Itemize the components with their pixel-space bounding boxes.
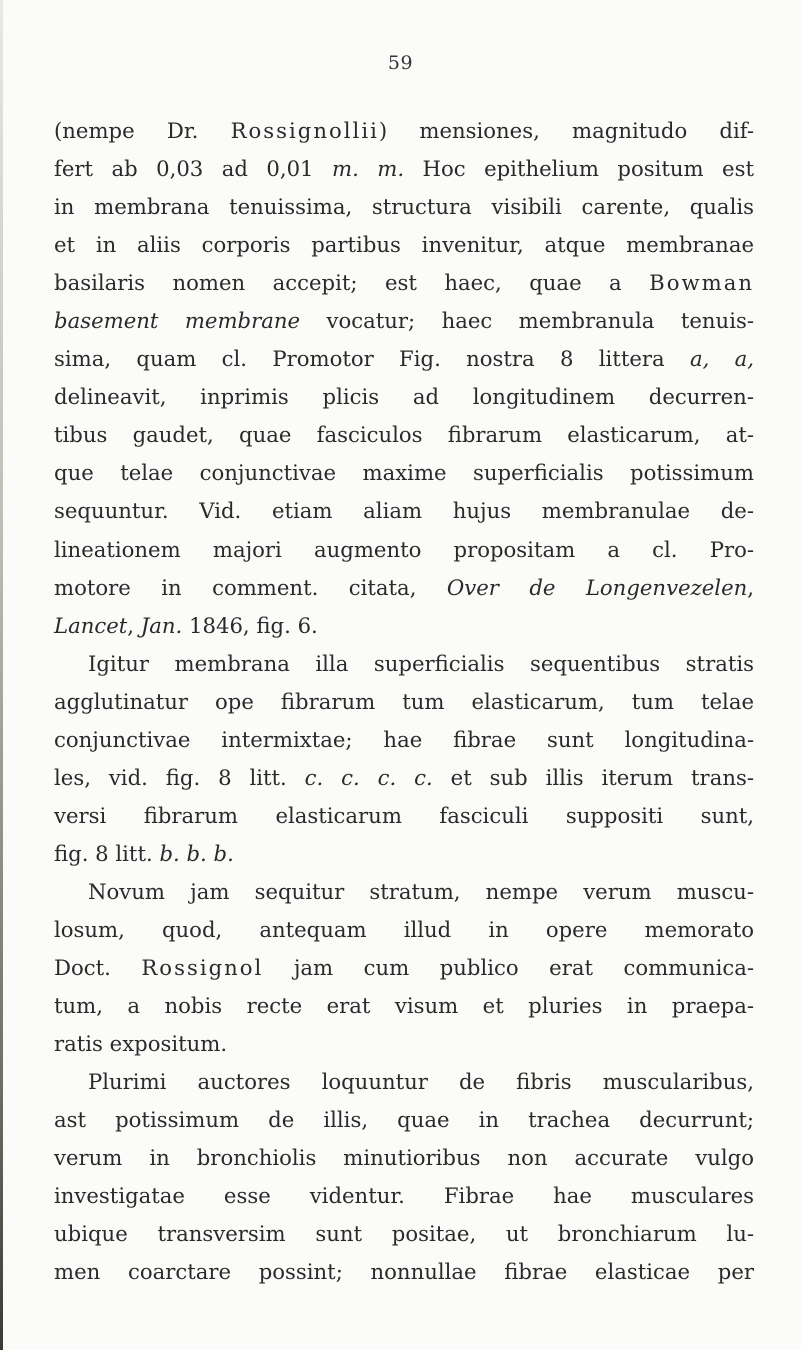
text-fragment: Doct. (54, 955, 142, 981)
text-line (54, 416, 754, 454)
text-line (54, 569, 754, 607)
text-fragment: verum in bronchiolis minutioribus non accurate vulgo (54, 1145, 754, 1171)
text-fragment: c. c. c. c. (304, 764, 433, 790)
text-fragment: losum, quod, antequam illud in opere memorato (54, 916, 754, 942)
text-fragment: men coarctare possint; nonnullae fibrae elasticae per (54, 1259, 754, 1285)
text-line (54, 911, 754, 949)
text-line (54, 1177, 754, 1215)
text-fragment: sequuntur. Vid. etiam aliam hujus membranulae de- (54, 498, 754, 524)
text-fragment: ubique transversim sunt positae, ut bronchiarum lu- (54, 1221, 754, 1247)
text-line (54, 492, 754, 530)
text-fragment: 1846, fig. 6. (182, 612, 318, 638)
text-fragment: vocatur; haec membranula tenuis- (300, 308, 755, 334)
text-fragment: b. b. b. (159, 840, 234, 866)
text-line (54, 1253, 754, 1291)
text-line (54, 1025, 754, 1063)
text-line (54, 873, 754, 911)
text-fragment: sima, quam cl. Promotor Fig. nostra 8 littera (54, 346, 690, 372)
text-line (54, 949, 754, 987)
text-fragment: tibus gaudet, quae fasciculos fibrarum elasticarum, at- (54, 422, 754, 448)
text-fragment: fig. 8 litt. (54, 840, 160, 866)
text-line (54, 1139, 754, 1177)
text-line (54, 264, 754, 302)
text-line (54, 340, 754, 378)
text-fragment: Jan. (140, 612, 183, 638)
text-fragment: Rossignollii (230, 118, 379, 143)
text-fragment: investigatae esse videntur. Fibrae hae musculares (54, 1183, 754, 1209)
text-fragment: jam cum publico erat communica- (263, 955, 755, 981)
text-fragment: Igitur membrana illa superficialis sequentibus stratis (88, 650, 754, 676)
text-fragment: que telae conjunctivae maxime superficialis potissimum (54, 460, 754, 486)
text-fragment: (nempe Dr. (54, 118, 231, 143)
text-fragment: Rossignol (141, 955, 264, 981)
text-fragment: basement membrane (54, 308, 301, 334)
text-line (54, 531, 754, 569)
text-fragment: fert ab 0,03 ad 0,01 (54, 156, 332, 182)
body-text (54, 112, 754, 1291)
text-line (54, 721, 754, 759)
text-fragment: les, vid. fig. 8 litt. (54, 764, 305, 790)
text-line (54, 607, 754, 645)
text-fragment: conjunctivae intermixtae; hae fibrae sunt longitudina- (54, 726, 754, 752)
text-line (54, 150, 754, 188)
text-line (54, 454, 754, 492)
text-fragment: Hoc epithelium positum est (404, 156, 754, 182)
text-line (54, 835, 754, 873)
text-fragment: motore in comment. citata, (54, 574, 447, 600)
page-number: 59 (387, 52, 414, 74)
text-fragment: Plurimi auctores loquuntur de fibris muscularibus, (88, 1069, 754, 1095)
text-fragment: delineavit, inprimis plicis ad longitudinem decurren- (54, 384, 754, 410)
text-fragment: Over de Longenvezelen (446, 574, 748, 600)
page-binding-edge (0, 0, 3, 1350)
text-fragment: , (127, 612, 141, 638)
text-line (54, 1215, 754, 1253)
text-line (54, 1063, 754, 1101)
text-line (54, 645, 754, 683)
text-line (54, 226, 754, 264)
text-fragment: , (747, 574, 754, 600)
text-fragment: Bowman (649, 270, 754, 296)
text-line (54, 683, 754, 721)
text-fragment: Novum jam sequitur stratum, nempe verum muscu- (88, 878, 754, 904)
text-line (54, 188, 754, 226)
text-fragment: basilaris nomen accepit; est haec, quae a (54, 270, 650, 296)
text-line (54, 112, 754, 150)
text-fragment: et in aliis corporis partibus invenitur, atque membranae (54, 232, 754, 258)
text-fragment: ratis expositum. (54, 1031, 228, 1057)
text-fragment: a, a, (689, 346, 754, 372)
text-fragment: et sub illis iterum trans- (432, 764, 754, 790)
text-fragment: lineationem majori augmento propositam a cl. Pro- (54, 536, 754, 562)
text-line (54, 1101, 754, 1139)
text-line (54, 987, 754, 1025)
text-line (54, 797, 754, 835)
text-fragment: ast potissimum de illis, quae in trachea decurrunt; (54, 1107, 754, 1133)
text-line (54, 378, 754, 416)
text-line (54, 302, 754, 340)
text-fragment: versi fibrarum elasticarum fasciculi suppositi sunt, (54, 802, 754, 828)
text-fragment: in membrana tenuissima, structura visibili carente, qualis (54, 194, 754, 220)
text-line (54, 759, 754, 797)
text-fragment: tum, a nobis recte erat visum et pluries in praepa- (54, 993, 754, 1019)
text-fragment: m. m. (331, 156, 405, 182)
text-fragment: Lancet (54, 612, 128, 638)
text-fragment: agglutinatur ope fibrarum tum elasticarum, tum telae (54, 688, 754, 714)
text-fragment: ) mensiones, magnitudo dif- (378, 118, 755, 143)
